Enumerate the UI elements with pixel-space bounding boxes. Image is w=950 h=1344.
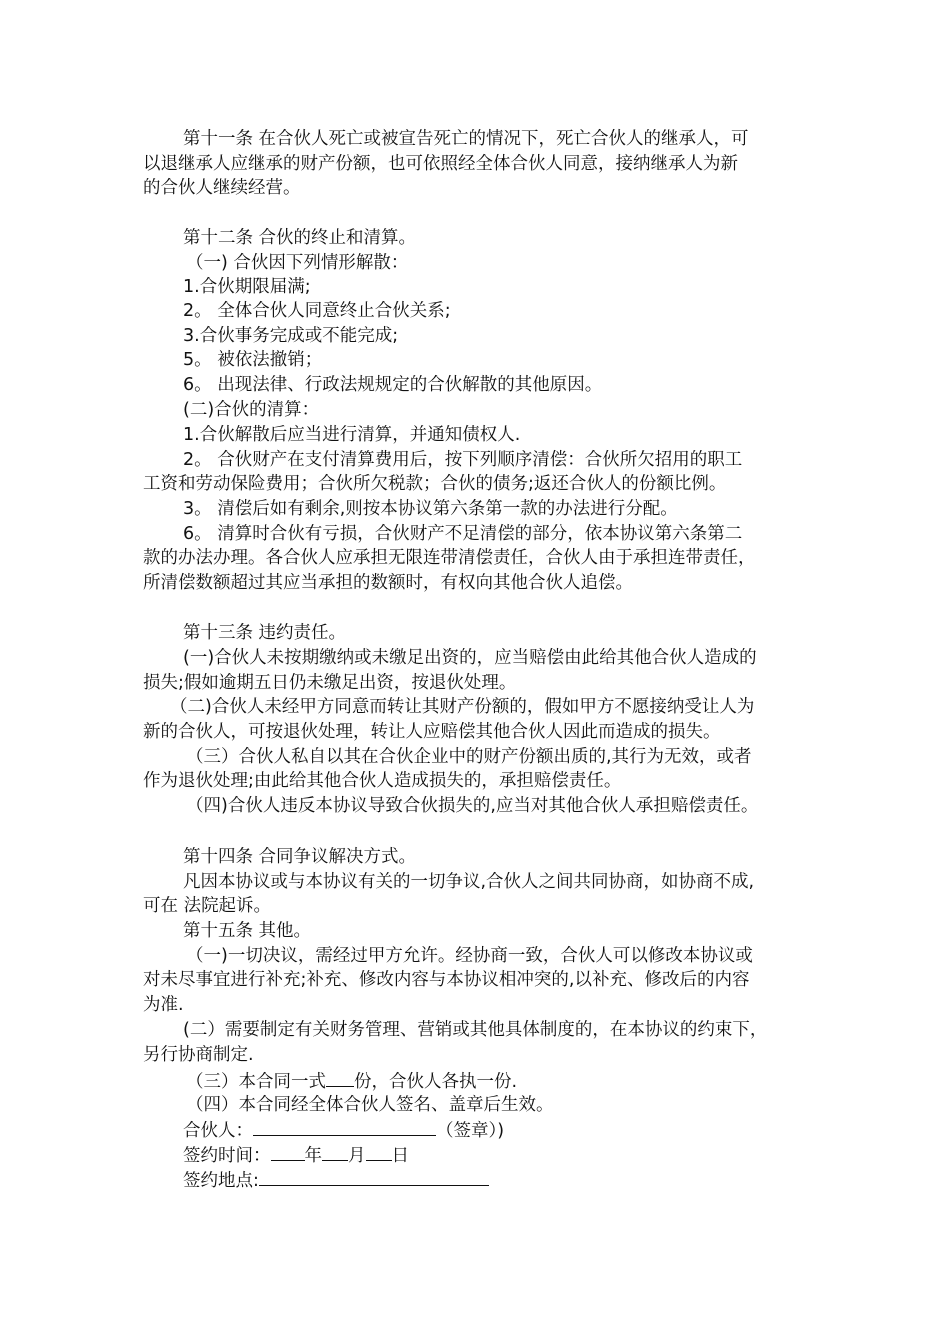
article-12-title: 第十二条 合伙的终止和清算。 [183, 228, 417, 248]
liquidation-line: 3。 清偿后如有剩余,则按本协议第六条第一款的办法进行分配。 [183, 499, 678, 519]
signing-date-label: 签约时间： [183, 1146, 271, 1166]
article-13-line: 作为退伙处理;由此给其他合伙人造成损失的，承担赔偿责任。 [143, 771, 622, 791]
article-13-line: （二)合伙人未经甲方同意而转让其财产份额的，假如甲方不愿接纳受让人为 [170, 697, 755, 717]
liquidation-line: 1.合伙解散后应当进行清算，并通知债权人. [183, 425, 521, 445]
effective-clause: （四）本合同经全体合伙人签名、盖章后生效。 [186, 1095, 554, 1115]
copies-clause [186, 1068, 517, 1094]
signing-place-blank[interactable] [259, 1167, 489, 1186]
liquidation-line: 6。 清算时合伙有亏损，合伙财产不足清偿的部分，依本协议第六条第二 [183, 524, 743, 544]
article-15-line: (二）需要制定有关财务管理、营销或其他具体制度的，在本协议的约束下， [183, 1020, 768, 1040]
dissolution-heading: （一) 合伙因下列情形解散： [186, 253, 409, 273]
signing-date-row [183, 1142, 409, 1168]
copies-blank[interactable] [326, 1068, 354, 1087]
liquidation-line: 款的办法办理。各合伙人应承担无限连带清偿责任，合伙人由于承担连带责任， [143, 548, 756, 568]
dissolution-item: 5。 被依法撤销； [183, 350, 323, 370]
dissolution-item: 1.合伙期限届满; [183, 277, 311, 297]
year-blank[interactable] [271, 1142, 305, 1161]
month-blank[interactable] [322, 1142, 348, 1161]
liquidation-line: 2。 合伙财产在支付清算费用后，按下列顺序清偿：合伙所欠招用的职工 [183, 450, 743, 470]
article-13-title: 第十三条 违约责任。 [183, 623, 347, 643]
day-blank[interactable] [366, 1142, 392, 1161]
partner-seal-note: （签章）) [436, 1121, 505, 1141]
article-13-line: (一)合伙人未按期缴纳或未缴足出资的，应当赔偿由此给其他合伙人造成的 [183, 648, 757, 668]
article-13-line: 损失;假如逾期五日仍未缴足出资，按退伙处理。 [143, 673, 517, 693]
dissolution-item: 3.合伙事务完成或不能完成; [183, 326, 399, 346]
year-label: 年 [304, 1146, 322, 1166]
article-13-line: （三）合伙人私自以其在合伙企业中的财产份额出质的,其行为无效，或者 [186, 747, 752, 767]
article-11-line-1: 第十一条 在合伙人死亡或被宣告死亡的情况下，死亡合伙人的继承人，可 [183, 129, 749, 149]
article-15-line: 另行协商制定. [143, 1045, 254, 1065]
liquidation-line: 工资和劳动保险费用；合伙所欠税款；合伙的债务;返还合伙人的份额比例。 [143, 474, 727, 494]
article-11-line-2: 以退继承人应继承的财产份额，也可依照经全体合伙人同意，接纳继承人为新 [143, 154, 738, 174]
copies-text-before: （三）本合同一式 [186, 1072, 326, 1092]
signing-place-row [183, 1167, 489, 1193]
liquidation-heading: (二)合伙的清算： [183, 400, 320, 420]
article-13-line: （四)合伙人违反本协议导致合伙损失的,应当对其他合伙人承担赔偿责任。 [186, 796, 759, 816]
article-14-title: 第十四条 合同争议解决方式。 [183, 847, 417, 867]
article-15-line: 为准. [143, 995, 184, 1015]
article-14-line: 凡因本协议或与本协议有关的一切争议,合伙人之间共同协商，如协商不成, [183, 872, 755, 892]
partner-signature-row [183, 1117, 504, 1143]
day-label: 日 [391, 1146, 409, 1166]
article-11-line-3: 的合伙人继续经营。 [143, 178, 301, 198]
article-15-title: 第十五条 其他。 [183, 921, 312, 941]
partner-label: 合伙人： [183, 1121, 253, 1141]
partner-signature-blank[interactable] [253, 1117, 436, 1136]
dissolution-item: 6。 出现法律、行政法规规定的合伙解散的其他原因。 [183, 375, 603, 395]
month-label: 月 [348, 1146, 366, 1166]
article-14-line: 可在 法院起诉。 [143, 896, 272, 916]
article-15-line: （一)一切决议，需经过甲方允许。经协商一致，合伙人可以修改本协议或 [186, 946, 753, 966]
signing-place-label: 签约地点: [183, 1171, 259, 1191]
article-15-line: 对未尽事宜进行补充;补充、修改内容与本协议相冲突的,以补充、修改后的内容 [143, 970, 750, 990]
liquidation-line: 所清偿数额超过其应当承担的数额时，有权向其他合伙人追偿。 [143, 573, 633, 593]
copies-text-after: 份，合伙人各执一份. [354, 1072, 518, 1092]
article-13-line: 新的合伙人，可按退伙处理，转让人应赔偿其他合伙人因此而造成的损失。 [143, 722, 721, 742]
dissolution-item: 2。 全体合伙人同意终止合伙关系; [183, 301, 451, 321]
